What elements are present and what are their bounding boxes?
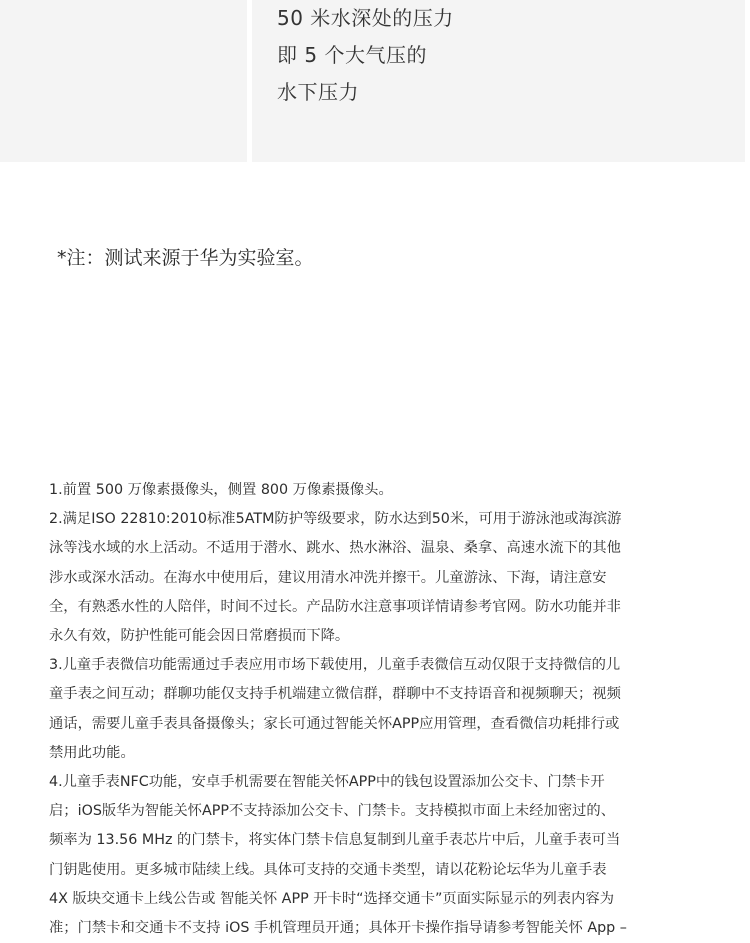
footnote-line: 泳等浅水域的水上活动。不适用于潜水、跳水、热水淋浴、温泉、桑拿、高速水流下的其他 (49, 540, 621, 557)
footnote-line: 4.儿童手表NFC功能，安卓手机需要在智能关怀APP中的钱包设置添加公交卡、门禁卡开 (49, 774, 605, 791)
footnote-line: 4X 版块交通卡上线公告或 智能关怀 APP 开卡时“选择交通卡”页面实际显示的列表内容为 (49, 890, 614, 907)
footnote-line: 全，有熟悉水性的人陪伴，时间不过长。产品防水注意事项详情请参考官网。防水功能并非 (49, 598, 621, 615)
test-source-note: *注：测试来源于华为实验室。 (57, 247, 314, 269)
left-gray-panel (0, 0, 247, 162)
footnote-line: 准；门禁卡和交通卡不支持 iOS 手机管理员开通；具体开卡操作指导请参考智能关怀 App – (49, 920, 627, 937)
pressure-line-2: 即 5 个大气压的 (277, 43, 427, 67)
pressure-line-3: 水下压力 (277, 80, 359, 104)
pressure-description (277, 0, 454, 111)
footnote-line: 涉水或深水活动。在海水中使用后，建议用清水冲洗并擦干。儿童游泳、下海，请注意安 (49, 569, 607, 586)
footnote-line: 童手表之间互动；群聊功能仅支持手机端建立微信群，群聊中不支持语音和视频聊天；视频 (49, 686, 621, 703)
pressure-line-1: 50 米水深处的压力 (277, 6, 454, 30)
footnote-line: 禁用此功能。 (49, 744, 135, 761)
footnote-line: 频率为 13.56 MHz 的门禁卡，将实体门禁卡信息复制到儿童手表芯片中后，儿童手表可当 (49, 832, 621, 849)
footnote-line: 永久有效，防护性能可能会因日常磨损而下降。 (49, 628, 350, 645)
footnote-line: 1.前置 500 万像素摄像头，侧置 800 万像素摄像头。 (49, 482, 393, 498)
footnote-line: 3.儿童手表微信功能需通过手表应用市场下载使用，儿童手表微信互动仅限于支持微信的儿 (49, 657, 621, 674)
footnote-line: 门钥匙使用。更多城市陆续上线。具体可支持的交通卡类型，请以花粉论坛华为儿童手表 (49, 861, 607, 878)
footnotes (49, 476, 719, 943)
footnote-line: 启；iOS版华为智能关怀APP不支持添加公交卡、门禁卡。支持模拟市面上未经加密过的、 (49, 803, 616, 820)
footnote-line: 通话，需要儿童手表具备摄像头；家长可通过智能关怀APP应用管理，查看微信功耗排行或 (49, 715, 620, 732)
footnote-line: 2.满足ISO 22810:2010标准5ATM防护等级要求，防水达到50米，可用于游泳池或海滨游 (49, 511, 622, 528)
